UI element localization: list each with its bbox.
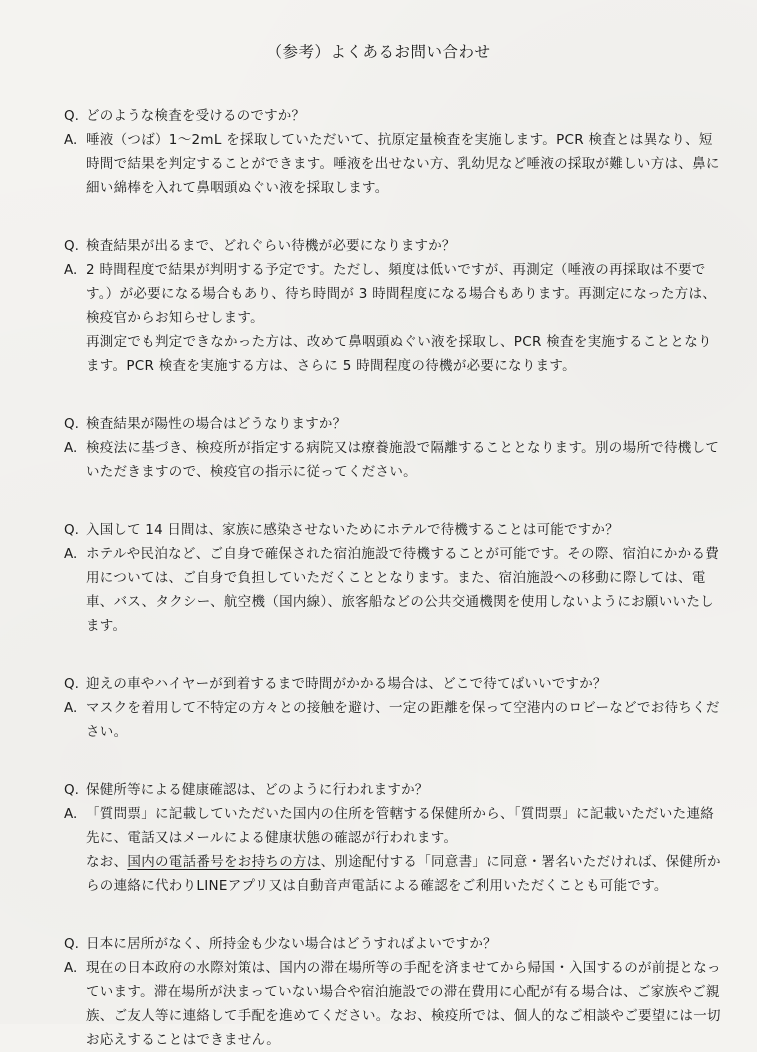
answer-marker: A. bbox=[64, 132, 78, 148]
question-marker: Q. bbox=[64, 936, 79, 952]
page-title: （参考）よくあるお問い合わせ bbox=[266, 43, 491, 61]
faq-answer bbox=[64, 128, 723, 200]
question-marker: Q. bbox=[64, 108, 79, 124]
answer-text bbox=[86, 696, 723, 744]
answer-marker: A. bbox=[64, 960, 78, 976]
note-body: 、別途配付する「同意書」に同意・署名いただければ、保健所からの連絡に代わりLINEアプリ又は自動音声電話による確認をご利用いただくことも可能です。 bbox=[86, 854, 721, 894]
answer-marker: A. bbox=[64, 806, 78, 822]
question-text: 日本に居所がなく、所持金も少ない場合はどうすればよいですか？ bbox=[86, 936, 497, 952]
faq-question bbox=[64, 412, 723, 436]
answer-text bbox=[86, 258, 723, 378]
answer-text bbox=[86, 542, 723, 638]
answer-paragraph: マスクを着用して不特定の方々との接触を避け、一定の距離を保って空港内のロビーなどでお待ちください。 bbox=[86, 700, 720, 740]
question-text: 検査結果が出るまで、どれぐらい待機が必要になりますか？ bbox=[86, 238, 456, 254]
faq-question bbox=[64, 932, 723, 956]
answer-paragraph: 現在の日本政府の水際対策は、国内の滞在場所等の手配を済ませてから帰国・入国するのが前提となっています。滞在場所が決まっていない場合や宿泊施設での滞在費用に心配が有る場合は、ご家族やご親族、ご友人等に連絡して手配を進めてください。なお、検疫所では、個人的なご相談やご要望には一切お応えすることはできません。 bbox=[86, 960, 721, 1048]
answer-text bbox=[86, 956, 723, 1052]
answer-paragraph: 検疫法に基づき、検疫所が指定する病院又は療養施設で隔離することとなります。別の場所で待機していただきますので、検疫官の指示に従ってください。 bbox=[86, 440, 720, 480]
faq-item bbox=[64, 104, 723, 200]
answer-paragraph-note bbox=[86, 850, 723, 898]
faq-answer bbox=[64, 802, 723, 898]
answer-paragraph: 2 時間程度で結果が判明する予定です。ただし、頻度は低いですが、再測定（唾液の再採取は不要です。）が必要になる場合もあり、待ち時間が 3 時間程度になる場合もあります。再測定になった方は、検疫官からお知らせします。 bbox=[86, 262, 717, 326]
faq-question bbox=[64, 778, 723, 802]
question-text: どのような検査を受けるのですか？ bbox=[86, 108, 306, 124]
answer-text bbox=[86, 436, 723, 484]
answer-paragraph: 唾液（つば）1～2mL を採取していただいて、抗原定量検査を実施します。PCR 検査とは異なり、短時間で結果を判定することができます。唾液を出せない方、乳幼児など唾液の採取が難しい方は、鼻に細い綿棒を入れて鼻咽頭ぬぐい液を採取します。 bbox=[86, 132, 720, 196]
faq-answer bbox=[64, 436, 723, 484]
faq-item bbox=[64, 932, 723, 1052]
answer-paragraph: 再測定でも判定できなかった方は、改めて鼻咽頭ぬぐい液を採取し、PCR 検査を実施することとなります。PCR 検査を実施する方は、さらに 5 時間程度の待機が必要になります。 bbox=[86, 334, 712, 374]
question-marker: Q. bbox=[64, 782, 79, 798]
question-text: 検査結果が陽性の場合はどうなりますか？ bbox=[86, 416, 347, 432]
answer-marker: A. bbox=[64, 546, 78, 562]
question-text: 保健所等による健康確認は、どのように行われますか？ bbox=[86, 782, 429, 798]
faq-answer bbox=[64, 696, 723, 744]
question-text: 迎えの車やハイヤーが到着するまで時間がかかる場合は、どこで待てばいいですか？ bbox=[86, 676, 607, 692]
question-marker: Q. bbox=[64, 238, 79, 254]
faq-question bbox=[64, 104, 723, 128]
answer-marker: A. bbox=[64, 700, 78, 716]
answer-paragraph: ホテルや民泊など、ご自身で確保された宿泊施設で待機することが可能です。その際、宿泊にかかる費用については、ご自身で負担していただくこととなります。また、宿泊施設への移動に際しては、電車、バス、タクシー、航空機（国内線）、旅客船などの公共交通機関を使用しないようにお願いいたします。 bbox=[86, 546, 720, 634]
faq-item bbox=[64, 518, 723, 638]
question-marker: Q. bbox=[64, 676, 79, 692]
faq-question bbox=[64, 234, 723, 258]
faq-answer bbox=[64, 956, 723, 1052]
faq-item bbox=[64, 778, 723, 898]
underlined-condition: 国内の電話番号をお持ちの方は bbox=[127, 854, 321, 870]
faq-question bbox=[64, 672, 723, 696]
faq-item bbox=[64, 234, 723, 378]
answer-paragraph: 「質問票」に記載していただいた国内の住所を管轄する保健所から、「質問票」に記載いただいた連絡先に、電話又はメールによる健康状態の確認が行われます。 bbox=[86, 806, 715, 846]
answer-marker: A. bbox=[64, 262, 78, 278]
faq-answer bbox=[64, 258, 723, 378]
question-text: 入国して 14 日間は、家族に感染させないためにホテルで待機することは可能ですか？ bbox=[86, 522, 619, 538]
faq-item bbox=[64, 672, 723, 744]
answer-marker: A. bbox=[64, 440, 78, 456]
answer-text bbox=[86, 802, 723, 898]
faq-item bbox=[64, 412, 723, 484]
note-prefix: なお、 bbox=[86, 854, 128, 870]
faq-answer bbox=[64, 542, 723, 638]
faq-question bbox=[64, 518, 723, 542]
answer-text bbox=[86, 128, 723, 200]
question-marker: Q. bbox=[64, 522, 79, 538]
question-marker: Q. bbox=[64, 416, 79, 432]
